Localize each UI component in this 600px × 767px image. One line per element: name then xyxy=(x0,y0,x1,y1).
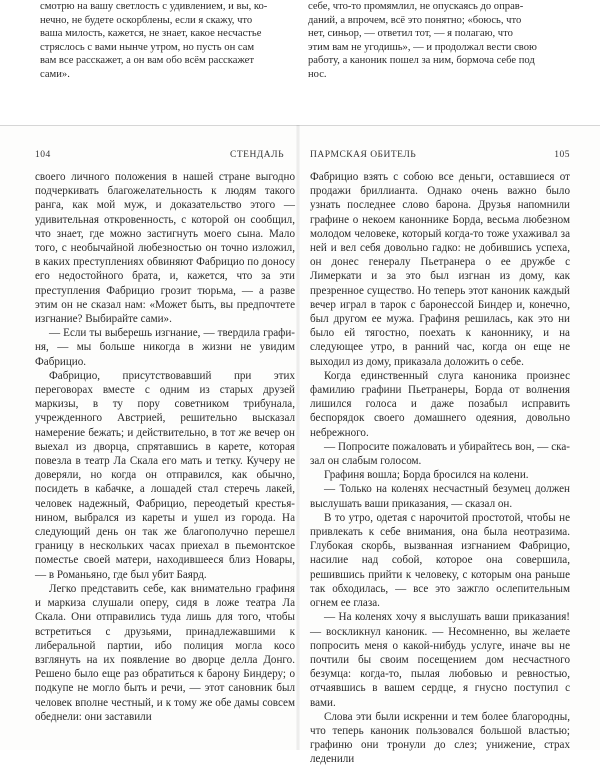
previous-page-line: ваша милость, кажется, не знает, какое несчастье xyxy=(40,28,262,40)
previous-page-line: смотрю на вашу светлость с удивлением, и вы, ко- xyxy=(40,1,268,12)
previous-page-strip xyxy=(0,0,600,126)
previous-page-line: нечно, не будете оскорблены, если я скажу, что xyxy=(40,14,253,26)
paragraph: — Если ты выберешь изгнание, — твердила графиня, — мы больше никогда в жизни не увидим Фабрицио. xyxy=(35,327,295,368)
right-page-header xyxy=(310,150,570,170)
paragraph: Слова эти были искренни и тем более благородны, что теперь каноник пользовался большой властью; графиню они тронули до слез; унижение, страх леденили xyxy=(310,710,570,766)
left-page-header xyxy=(35,150,295,170)
previous-page-line: сами». xyxy=(40,68,70,80)
paragraph: Фабрицио взять с собою все деньги, оставшиеся от продажи бриллианта. Однако очень важно было узнать последнее слово барона. Друзья напомнили графине о некоем каноннике Борда, весьма любезном молодом человеке, который когда-то тоже ухаживал за ней и вел себя довольно гадко: не добившись успеха, он донес генералу Пьетранера о ее дружбе с Лимеркати и за это был изгнан из дому, как презренное существо. Но теперь этот каноник каждый вечер играл в тарок с баронессой Биндер и, конечно, был другом ее мужа. Графиня решилась, как это ни было ей тягостно, поехать к каноннику, и на следующее утро, в ранний час, когда он еще не выходил из дому, приказала доложить о себе. xyxy=(310,171,570,368)
page-number: 104 xyxy=(35,150,51,160)
paragraph: В то утро, одетая с нарочитой простотой, чтобы не привлекать к себе внимания, она была неотразима. Глубокая скорбь, вызванная изгнанием Фабрицио, насилие над собой, которое она совершила, решившись прийти к человеку, с которым она раньше так обходилась, — все это зажгло ослепительным огнем ее глаза. xyxy=(310,511,570,610)
paragraph: Графиня вошла; Борда бросился на колени. xyxy=(324,469,529,482)
left-page xyxy=(35,150,295,724)
paragraph: Когда единственный слуга каноника произнес фамилию графини Пьетранеры, Борда от волнения лишился голоса и даже позабыл исправить беспорядок своего домашнего одеяния, довольно небрежного. xyxy=(310,369,570,439)
previous-page-line: стряслось с вами нынче утром, но пусть он сам xyxy=(40,41,255,53)
book-fold-shadow xyxy=(296,125,300,750)
left-page-text xyxy=(35,170,295,724)
previous-page-line: работу, а каноник пошел за ним, бормоча себе под xyxy=(308,55,535,67)
paragraph: — На коленях хочу я выслушать ваши приказания! — воскликнул каноник. — Несомненно, вы желаете попросить меня о какой-нибудь услуге, иначе вы не почтили бы своим посещением дом несчастного безумца: когда-то, пылая любовью и ревностью, отчаявшись в вашем сердце, я гнусно поступил с вами. xyxy=(310,611,570,709)
paragraph: Фабрицио, присутствовавший при этих переговорах вместе с одним из старых друзей маркизы, в ту пору советником трибунала, учрежденного Австрией, решительно высказал намерение бежать; и действительно, в тот же вечер он выехал из дворца, спрятавшись в карете, которая повезла в театр Ла Скала его мать и тетку. Кучеру не доверяли, но когда он отправился, как обычно, посидеть в кабачке, а лошадей стал стеречь лакей, человек надежный, Фабрицио, переодетый крестьянином, выбрался из кареты и ушел из города. На следующий день он так же благополучно перешел границу в нескольких часах приехал в пьемонтское поместье своей матери, находившееся близ Новары, — в Романьяно, где был убит Баярд. xyxy=(35,369,295,581)
previous-page-right-column xyxy=(308,0,563,82)
previous-page-line: вам все расскажет, а он вам обо всём расскажет xyxy=(40,55,254,67)
previous-page-line: даний, а впрочем, всё это понятно; «боюсь, что xyxy=(308,14,522,26)
paragraph: — Только на коленях несчастный безумец должен выслушать ваши приказания, — сказал он. xyxy=(310,483,570,510)
previous-page-left-column xyxy=(40,0,295,82)
previous-page-line: себе, что-то промямлил, не опускаясь до оправ- xyxy=(308,1,524,12)
right-page xyxy=(310,150,570,767)
paragraph: — Попросите пожаловать и убирайтесь вон, — сказал он слабым голосом. xyxy=(310,440,570,468)
running-title: ПАРМСКАЯ ОБИТЕЛЬ xyxy=(310,150,417,160)
previous-page-line: нет, синьор, — ответил тот, — я полагаю, что xyxy=(308,28,513,40)
paragraph: Легко представить себе, как внимательно графиня и маркиза слушали оперу, сидя в ложе театра Ла Скала. Они отправились туда лишь для того, чтобы встретиться с друзьями, принадлежавшими к либеральной партии, ибо полиция могла косо взглянуть на их появление во дворце делла Донго. Решено было еще раз обратиться к барону Биндеру; о подкупе не могло быть и речи, — этот сановник был человек вполне честный, и к тому же обе дамы совсем обеднели: они заставили xyxy=(35,582,295,723)
previous-page-line: нос. xyxy=(308,68,327,80)
running-title: СТЕНДАЛЬ xyxy=(230,150,285,160)
paragraph: своего личного положения в нашей стране выгодно подчеркивать благожелательность к людям такого ранга, как мой муж, и доказательство этого — удивительная откровенность, с которой он сообщил, что знает, где можно застигнуть моего сына. Мало того, с необычайной любезностью он точно изложил, в каких преступлениях обвиняют Фабрицио по доносу его недостойного брата, и, кажется, что за эти преступления Фабрицио грозит тюрьма, — а разве этим он не сказал нам: «Может быть, вы предпочтете изгнание? Выбирайте сами». xyxy=(35,171,295,326)
previous-page-line: этим вам не угодишь», — и продолжал вести свою xyxy=(308,41,537,53)
right-page-text xyxy=(310,170,570,767)
page-number: 105 xyxy=(554,150,570,160)
